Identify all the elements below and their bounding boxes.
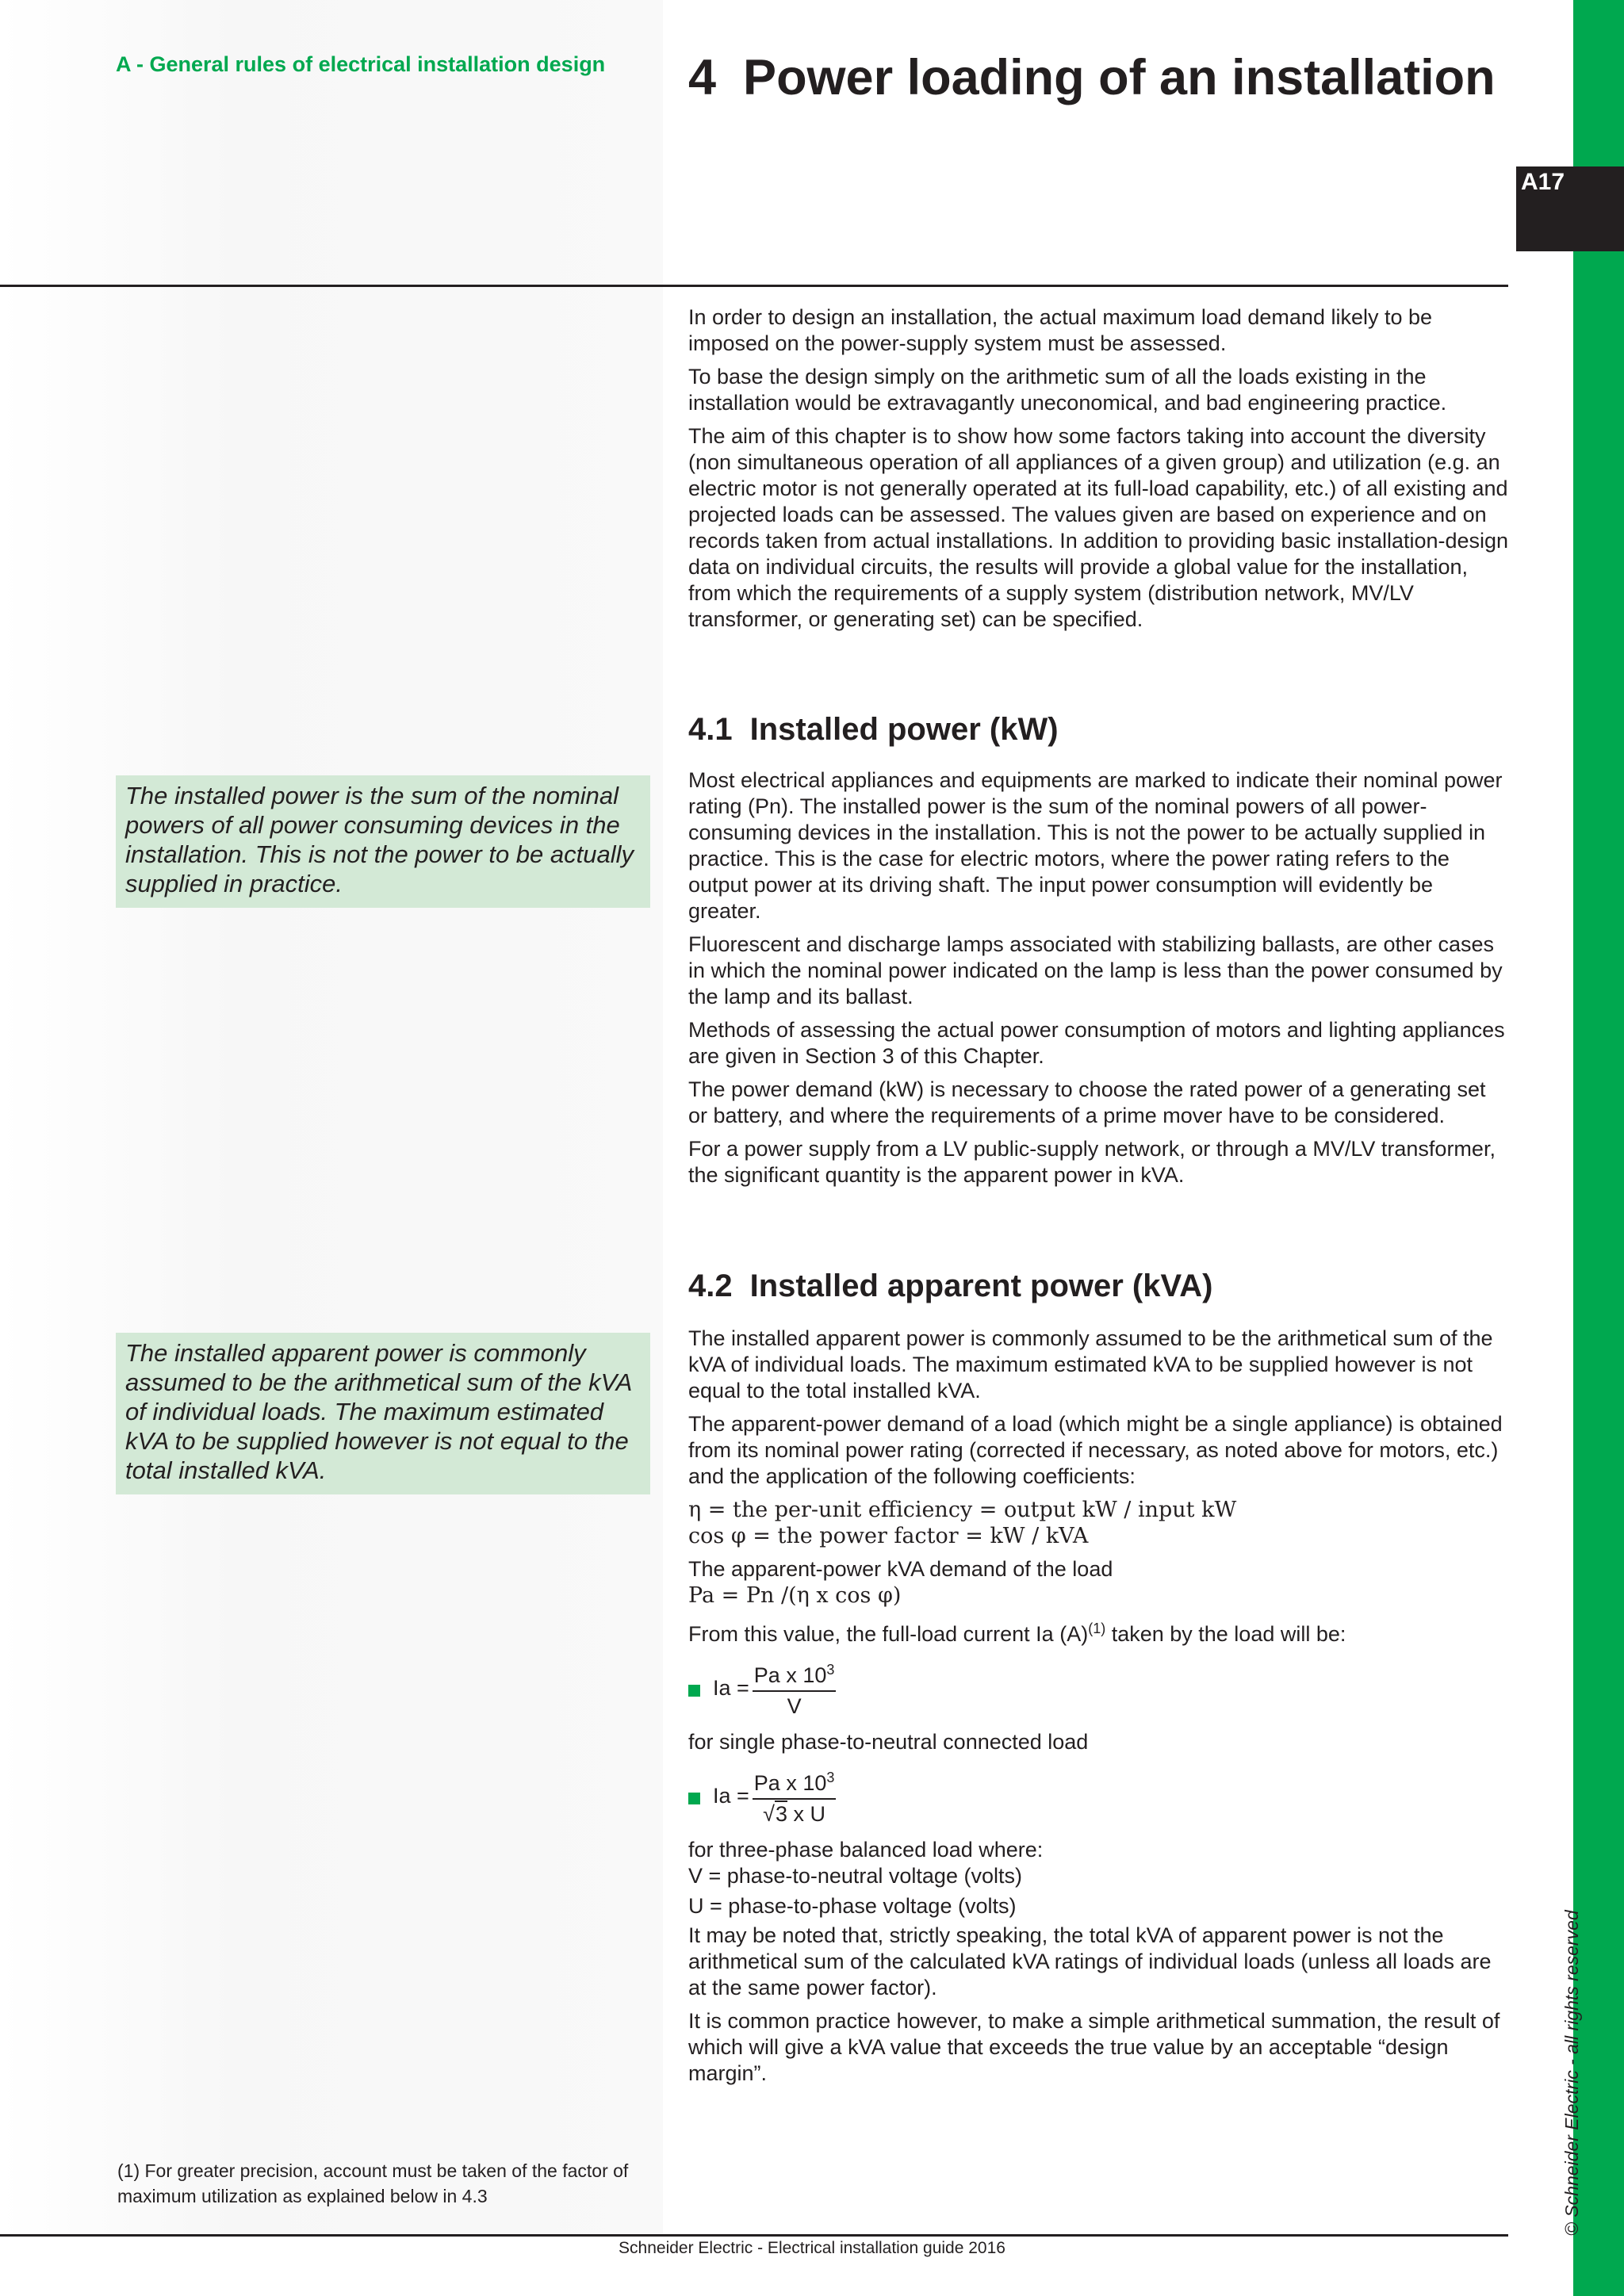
body-paragraph: For a power supply from a LV public-supply network, or through a MV/LV transformer, the significant quantity is the apparent power in kVA.	[688, 1137, 1496, 1187]
body-paragraph: Fluorescent and discharge lamps associated with stabilizing ballasts, are other cases in which the nominal power indicated on the lamp is less than the power consumed by the lamp and its ballast.	[688, 932, 1503, 1008]
chapter-number: 4	[688, 50, 717, 105]
formula-note: for single phase-to-neutral connected load	[688, 1730, 1089, 1754]
chapter-title-text: Power loading of an installation	[743, 50, 1496, 105]
bullet-square	[688, 1793, 700, 1804]
body-paragraph: The power demand (kW) is necessary to choose the rated power of a generating set or battery, and where the requirements of a prime mover have to be considered.	[688, 1077, 1486, 1127]
body-paragraph: Methods of assessing the actual power consumption of motors and lighting appliances are given in Section 3 of this Chapter.	[688, 1018, 1505, 1068]
footnote: (1) For greater precision, account must be taken of the factor of maximum utilization as explained below in 4.3	[117, 2160, 629, 2206]
formula-note: U = phase-to-phase voltage (volts)	[688, 1894, 1017, 1918]
intro-paragraph: To base the design simply on the arithmetic sum of all the loads existing in the installation would be extravagantly uneconomical, and bad engineering practice.	[688, 365, 1447, 415]
sqrt-radicand: 3	[775, 1801, 787, 1826]
body-paragraph: It may be noted that, strictly speaking, the total kVA of apparent power is not the arithmetical sum of the calculated kVA ratings of individual loads (unless all loads are at the same power factor).	[688, 1923, 1492, 1999]
formula-single-phase	[688, 1655, 1509, 1721]
formula-note: V = phase-to-neutral voltage (volts)	[688, 1864, 1022, 1888]
formula-three-phase	[688, 1762, 1509, 1829]
header-rule	[0, 285, 1508, 287]
bullet-square	[688, 1685, 700, 1697]
body-paragraph: The apparent-power demand of a load (which might be a single appliance) is obtained from its nominal power rating (corrected if necessary, as noted above for motors, etc.) and the application of the following coefficients:	[688, 1412, 1503, 1488]
section-title: Installed power (kW)	[749, 712, 1059, 747]
section-4-2	[688, 1265, 1509, 2094]
footer-rule	[0, 2234, 1508, 2237]
formula-exponent: 3	[826, 1769, 835, 1785]
formula-denominator: V	[787, 1693, 802, 1718]
formula-denominator-rest: x U	[787, 1801, 826, 1826]
body-paragraph: It is common practice however, to make a simple arithmetical summation, the result of which will give a kVA value that exceeds the true value by an acceptable “design margin”.	[688, 2009, 1500, 2085]
formula-numerator: Pa x 10	[753, 1663, 827, 1687]
demand-intro: The apparent-power kVA demand of the load	[688, 1557, 1113, 1581]
section-number: 4.1	[688, 712, 733, 747]
section-label: A - General rules of electrical installation design	[116, 52, 606, 76]
body-paragraph: Most electrical appliances and equipments are marked to indicate their nominal power rating (Pn). The installed power is the sum of the nominal powers of all power-consuming devices in the installation. This is not the power to be actually supplied in practice. This is the case for electric motors, where the power rating refers to the output power at its driving shaft. The input power consumption will evidently be greater.	[688, 768, 1503, 923]
copyright-notice: © Schneider Electric - all rights reserved	[1561, 1910, 1582, 2236]
current-intro: From this value, the full-load current Ia $(A)^{(1)}$ taken by the load will be:	[688, 1621, 1346, 1646]
intro-text	[688, 304, 1509, 640]
formula-note: for three-phase balanced load where:	[688, 1838, 1044, 1862]
sqrt-symbol: √	[763, 1801, 775, 1826]
definition-line: cos φ = the power factor = kW / kVA	[688, 1524, 1089, 1548]
footer-text: Schneider Electric - Electrical installation guide 2016	[619, 2239, 1005, 2257]
formula-numerator: Pa x 10	[753, 1770, 827, 1795]
definition-line: η = the per-unit efficiency = output kW / input kW	[688, 1498, 1237, 1522]
formula-exponent: 3	[826, 1661, 835, 1678]
section-number: 4.2	[688, 1269, 733, 1303]
intro-paragraph: The aim of this chapter is to show how some factors taking into account the diversity (non simultaneous operation of all appliances of a given group) and utilization (e.g. an electric motor is not generally operated at its full-load capability, etc.) of all existing and projected loads can be assessed. The values given are based on experience and on records taken from actual installations. In addition to providing basic installation-design data on individual circuits, the results will provide a global value for the installation, from which the requirements of a supply system (distribution network, MV/LV transformer, or generating set) can be specified.	[688, 424, 1509, 631]
formula-fraction	[753, 1657, 837, 1720]
section-title: Installed apparent power (kVA)	[749, 1269, 1213, 1303]
section-4-1	[688, 709, 1509, 1196]
intro-paragraph: In order to design an installation, the actual maximum load demand likely to be imposed on the power-supply system must be assessed.	[688, 305, 1433, 355]
chapter-title	[688, 46, 1496, 109]
section-heading	[688, 709, 1509, 750]
body-paragraph: The installed apparent power is commonly assumed to be the arithmetical sum of the kVA of individual loads. The maximum estimated kVA to be supplied however is not equal to the total installed kVA.	[688, 1326, 1493, 1402]
formula-lhs: Ia =	[713, 1783, 749, 1808]
page-number-tab: A17	[1516, 166, 1624, 251]
section-heading	[688, 1265, 1509, 1307]
footnote-ref: (1)	[1088, 1621, 1106, 1636]
sidebar-note-installed-power: The installed power is the sum of the nominal powers of all power consuming devices in the installation. This is not the power to be actually supplied in practice.	[116, 775, 650, 908]
formula-lhs: Ia =	[713, 1675, 749, 1700]
sidebar-note-apparent-power: The installed apparent power is commonly assumed to be the arithmetical sum of the kVA of individual loads. The maximum estimated kVA to be supplied however is not equal to the total installed kVA.	[116, 1333, 650, 1494]
left-margin-shade	[0, 0, 663, 2236]
formula-fraction	[753, 1765, 837, 1827]
demand-formula: Pa = Pn /(η x cos φ)	[688, 1583, 902, 1608]
